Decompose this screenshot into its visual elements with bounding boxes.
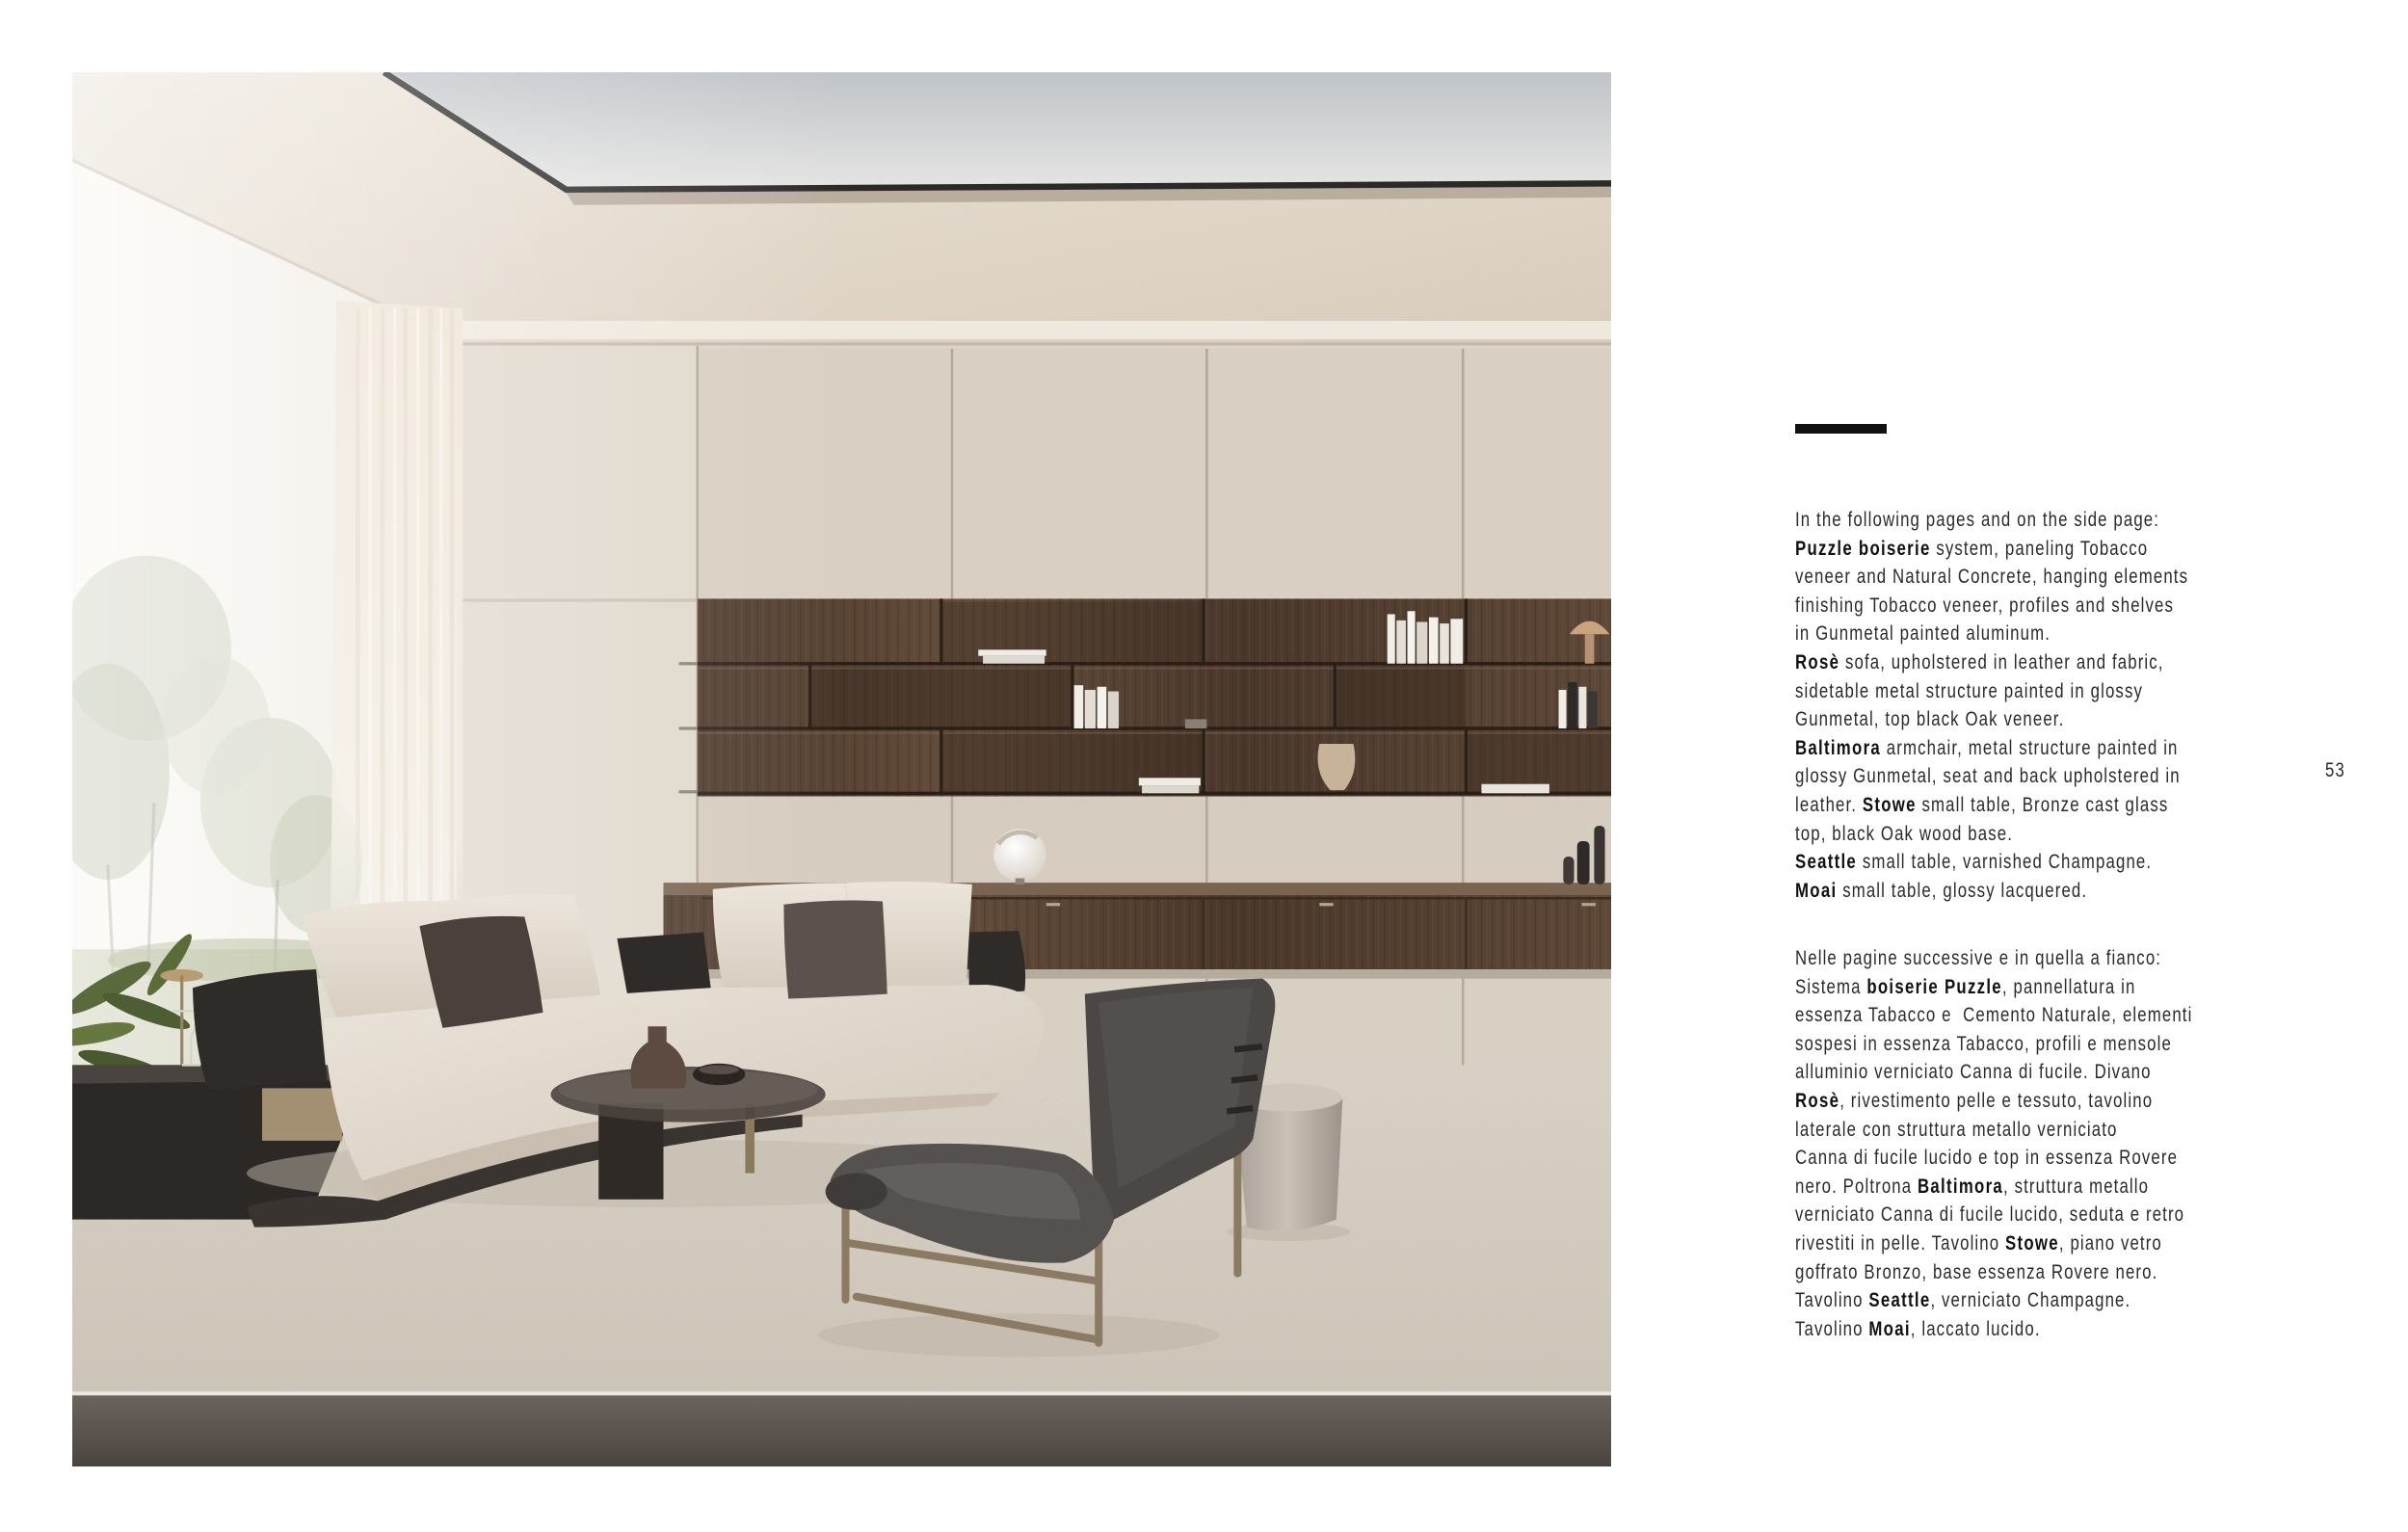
caption-line xyxy=(1795,1001,2192,1030)
caption-text: glossy Gunmetal, seat and back upholstered in xyxy=(1795,765,2181,788)
books-part xyxy=(1559,690,1567,728)
caption-text: alluminio verniciato Canna di fucile. Divano xyxy=(1795,1061,2152,1084)
interior-photo-illustration xyxy=(72,72,1611,1466)
product-name: Moai xyxy=(1795,879,1838,902)
caption-line xyxy=(1795,791,2188,820)
caption-line xyxy=(1795,734,2188,763)
caption-line xyxy=(1795,820,2188,849)
books-part xyxy=(1074,685,1084,728)
table-lamp-part xyxy=(993,829,1045,881)
caption-text: laterale con struttura metallo verniciato xyxy=(1795,1118,2118,1141)
caption-text: Canna di fucile lucido e top in essenza Rovere xyxy=(1795,1147,2179,1170)
books-part xyxy=(1429,618,1439,664)
floor xyxy=(72,1395,1611,1466)
caption-line xyxy=(1795,620,2188,648)
product-name: Moai xyxy=(1868,1317,1911,1340)
armchair-part xyxy=(818,1313,1219,1357)
armchair-part xyxy=(826,1174,887,1210)
caption-text: essenza Tabacco e Cemento Naturale, elementi xyxy=(1795,1004,2193,1027)
books-part xyxy=(1396,621,1406,664)
caption-line xyxy=(1795,1058,2192,1087)
coffee-table-part xyxy=(699,1065,739,1074)
bookshelf-part xyxy=(1335,667,1466,728)
caption-text: , pannellatura in xyxy=(2001,975,2136,998)
page-number: 53 xyxy=(2325,759,2345,781)
caption-line xyxy=(1795,1173,2192,1202)
product-name: Seattle xyxy=(1868,1289,1931,1312)
caption-line xyxy=(1795,944,2192,973)
caption-line xyxy=(1795,1201,2192,1229)
books-part xyxy=(1440,623,1449,664)
caption-line xyxy=(1795,592,2188,621)
caption-line xyxy=(1795,535,2188,564)
shelf-decor-part xyxy=(1185,719,1206,728)
caption-italian xyxy=(1795,944,2192,1343)
caption-line xyxy=(1795,1144,2192,1173)
books-part xyxy=(978,649,1045,655)
product-name: Rosè xyxy=(1795,1089,1840,1112)
caption-text: Nelle pagine successive e in quella a fianco: xyxy=(1795,947,2162,969)
caption-text: In the following pages and on the side page: xyxy=(1795,509,2160,531)
bookshelf-part xyxy=(810,667,1072,728)
books-part xyxy=(1108,692,1119,728)
caption-line xyxy=(1795,677,2188,706)
books-part xyxy=(1408,611,1416,663)
caption-text: veneer and Natural Concrete, hanging elements xyxy=(1795,566,2189,589)
books-part xyxy=(1568,682,1577,728)
caption-text: nero. Poltrona xyxy=(1795,1175,1918,1198)
caption-line xyxy=(1795,762,2188,791)
console-unit-part xyxy=(1319,903,1333,906)
caption-line xyxy=(1795,1258,2192,1287)
product-name: Rosè xyxy=(1795,650,1840,674)
caption-line xyxy=(1795,506,2188,535)
caption-text: Gunmetal, top black Oak veneer. xyxy=(1795,708,2065,731)
caption-line xyxy=(1795,705,2188,734)
caption-line xyxy=(1795,1087,2192,1116)
caption-text: small table, varnished Champagne. xyxy=(1857,851,2153,874)
books-part xyxy=(1481,784,1548,794)
caption-line xyxy=(1795,1116,2192,1145)
caption-line xyxy=(1795,973,2192,1002)
caption-line xyxy=(1795,1229,2192,1258)
books-part xyxy=(1588,692,1598,728)
caption-text: Tavolino xyxy=(1795,1317,1869,1340)
caption-text: , piano vetro xyxy=(2058,1231,2162,1255)
console-unit-part xyxy=(1582,903,1596,906)
product-name: boiserie Puzzle xyxy=(1866,975,2002,998)
caption-text: armchair, metal structure painted in xyxy=(1881,736,2179,759)
caption-line xyxy=(1795,648,2188,677)
table-lamp-part xyxy=(1016,878,1025,884)
product-name: Seattle xyxy=(1795,851,1858,874)
caption-english xyxy=(1795,506,2188,905)
shelf-decor-part xyxy=(1585,634,1595,663)
caption-text: in Gunmetal painted aluminum. xyxy=(1795,622,2051,646)
caption-line xyxy=(1795,563,2188,592)
interior-photo xyxy=(72,72,1611,1466)
caption-text: top, black Oak wood base. xyxy=(1795,822,2013,845)
caption-text: sospesi in essenza Tabacco, profili e mensole xyxy=(1795,1032,2172,1055)
sofa-part xyxy=(193,969,327,1090)
books-part xyxy=(1578,687,1586,728)
caption-text: small table, glossy lacquered. xyxy=(1837,879,2088,902)
sofa-part xyxy=(783,900,886,998)
caption-text: , verniciato Champagne. xyxy=(1930,1289,2131,1312)
books-part xyxy=(983,656,1045,664)
coffee-table-part xyxy=(559,1070,818,1110)
caption-text: goffrato Bronzo, base essenza Rovere nero. xyxy=(1795,1260,2158,1283)
caption-text: Tavolino xyxy=(1795,1289,1869,1312)
decor-bottles-part xyxy=(1563,857,1574,885)
product-name: Puzzle boiserie xyxy=(1795,537,1931,560)
books-part xyxy=(1098,687,1107,728)
product-name: Baltimora xyxy=(1795,736,1882,759)
product-name: Stowe xyxy=(1862,793,1917,816)
caption-text: verniciato Canna di fucile lucido, seduta e retro xyxy=(1795,1203,2185,1227)
caption-line xyxy=(1795,848,2188,877)
console-unit-part xyxy=(1046,903,1060,906)
floor-part xyxy=(72,1395,1611,1466)
side-table-left-part xyxy=(262,1088,342,1140)
books-part xyxy=(1142,785,1199,793)
caption-text: rivestiti in pelle. Tavolino xyxy=(1795,1231,2005,1255)
books-part xyxy=(1085,690,1096,728)
accent-bar xyxy=(1795,424,1887,434)
decor-bottles-part xyxy=(1577,841,1590,885)
caption-line xyxy=(1795,1030,2192,1059)
books-part xyxy=(1416,621,1427,663)
books-part xyxy=(1450,619,1463,663)
product-name: Stowe xyxy=(2005,1231,2059,1255)
caption-line xyxy=(1795,1286,2192,1315)
caption-line xyxy=(1795,877,2188,906)
caption-text: , rivestimento pelle e tessuto, tavolino xyxy=(1839,1089,2154,1112)
caption-line xyxy=(1795,1315,2192,1344)
caption-text: leather. xyxy=(1795,793,1863,816)
books-part xyxy=(1139,778,1201,785)
caption-text: , struttura metallo xyxy=(2003,1175,2150,1198)
caption-text: small table, Bronze cast glass xyxy=(1916,793,2169,816)
caption-text: finishing Tobacco veneer, profiles and shelves xyxy=(1795,594,2175,617)
caption-text: , laccato lucido. xyxy=(1910,1317,2041,1340)
caption-text: system, paneling Tobacco xyxy=(1930,537,2149,560)
caption-text: sidetable metal structure painted in glossy xyxy=(1795,679,2143,702)
caption-text: Sistema xyxy=(1795,975,1867,998)
decor-bottles-part xyxy=(1594,826,1604,885)
caption-text: sofa, upholstered in leather and fabric, xyxy=(1839,650,2164,674)
books-part xyxy=(1388,614,1395,663)
product-name: Baltimora xyxy=(1918,1175,2004,1198)
